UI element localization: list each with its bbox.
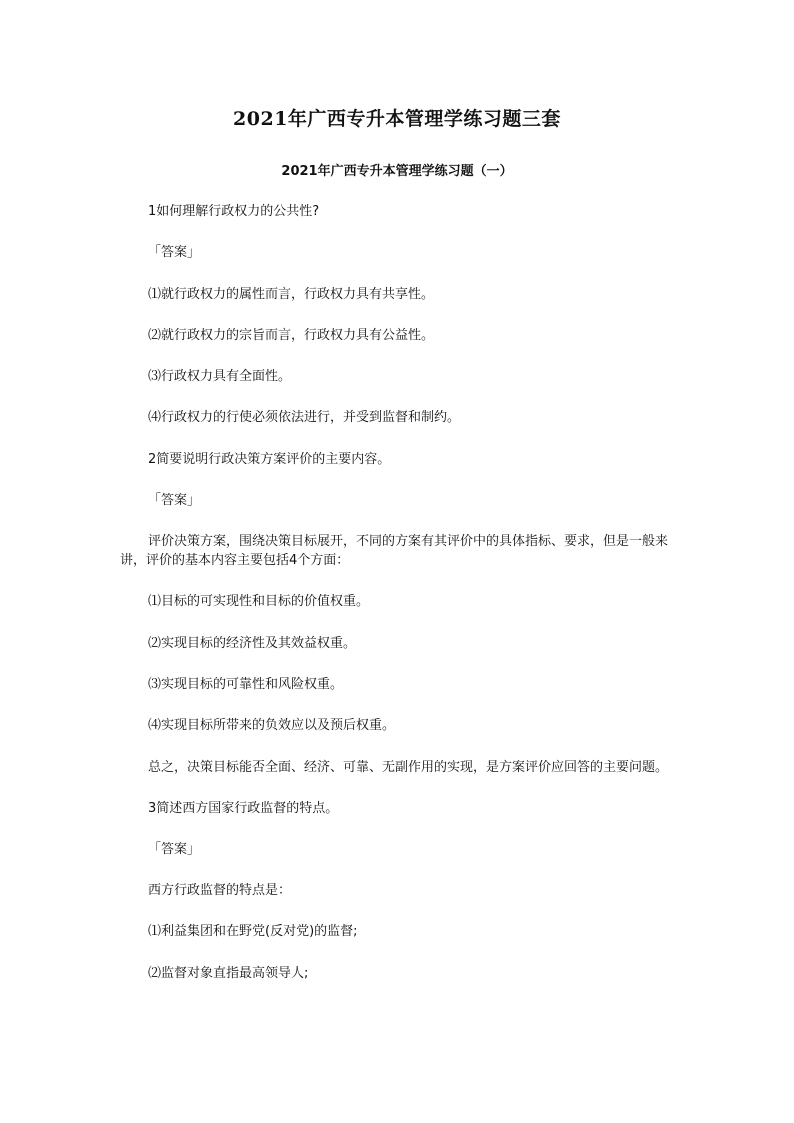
answer-point: ⑷实现目标所带来的负效应以及预后权重。 <box>148 718 396 734</box>
question-3: 3简述西方国家行政监督的特点。 <box>148 800 339 816</box>
answer-point: ⑴利益集团和在野党(反对党)的监督; <box>148 924 358 940</box>
document-title: 2021年广西专升本管理学练习题三套 <box>233 108 561 130</box>
answer-point: ⑶行政权力具有全面性。 <box>148 369 292 385</box>
answer-intro: 西方行政监督的特点是： <box>148 883 292 899</box>
answer-label: 「答案」 <box>148 493 201 509</box>
answer-point: ⑵就行政权力的宗旨而言，行政权力具有公益性。 <box>148 327 435 343</box>
answer-point: ⑴就行政权力的属性而言，行政权力具有共享性。 <box>148 286 435 302</box>
answer-paragraph: 评价决策方案，围绕决策目标展开，不同的方案有其评价中的具体指标、要求，但是一般来讲，评价的基本内容主要包括4个方面： <box>120 534 669 569</box>
answer-point: ⑴目标的可实现性和目标的价值权重。 <box>148 594 370 610</box>
section-title: 2021年广西专升本管理学练习题（一） <box>281 164 513 179</box>
answer-point: ⑵实现目标的经济性及其效益权重。 <box>148 635 357 651</box>
question-2: 2简要说明行政决策方案评价的主要内容。 <box>148 451 391 467</box>
answer-point: ⑶实现目标的可靠性和风险权重。 <box>148 676 344 692</box>
question-1: 1如何理解行政权力的公共性? <box>148 204 320 219</box>
answer-point: ⑷行政权力的行使必须依法进行，并受到监督和制约。 <box>148 410 461 426</box>
answer-point: ⑵监督对象直指最高领导人; <box>148 965 309 981</box>
document-body <box>120 202 674 1005</box>
answer-label: 「答案」 <box>148 245 201 261</box>
answer-label: 「答案」 <box>148 841 201 857</box>
answer-summary: 总之，决策目标能否全面、经济、可靠、无副作用的实现，是方案评价应回答的主要问题。 <box>148 759 669 775</box>
